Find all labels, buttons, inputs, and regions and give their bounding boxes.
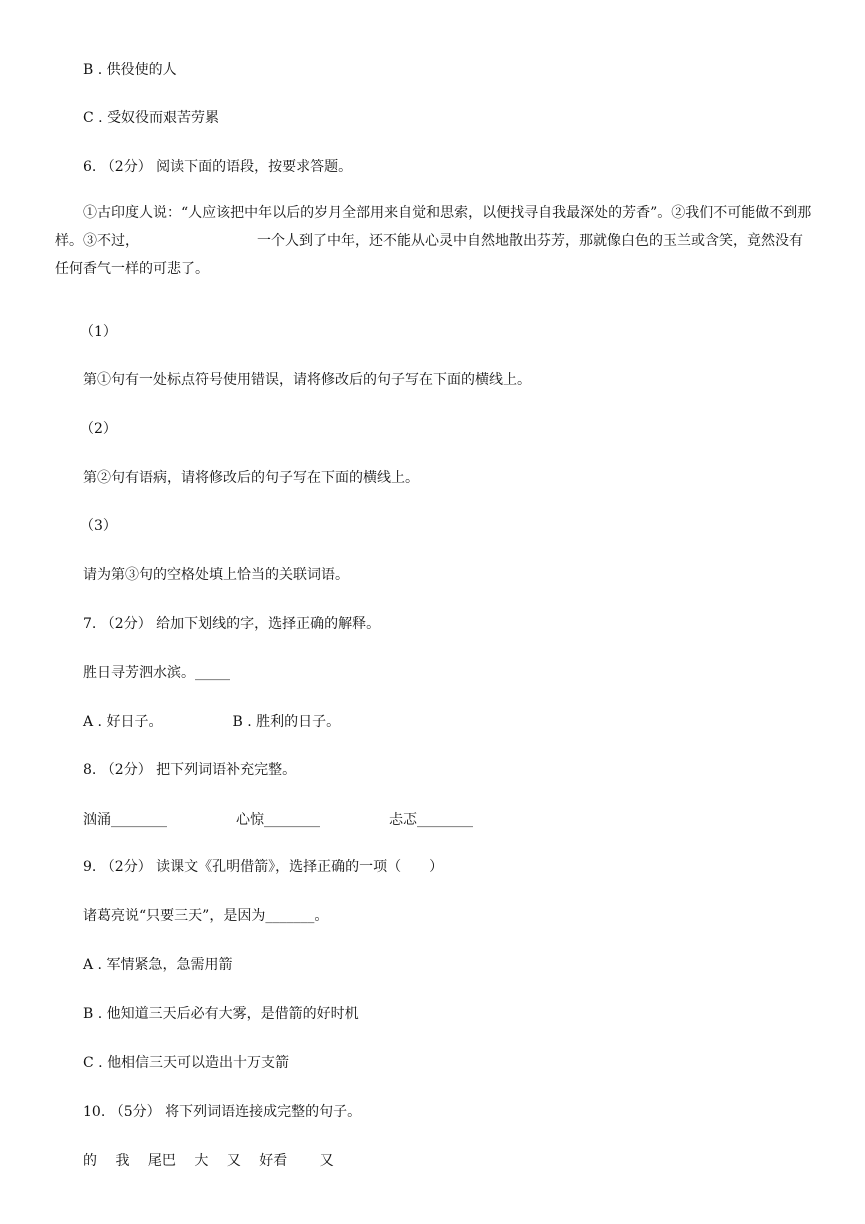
sub-question-1-text: 第①句有一处标点符号使用错误，请将修改后的句子写在下面的横线上。 [83,372,531,388]
question-9-heading: 9. （2分） 读课文《孔明借箭》，选择正确的一项（ ） [83,859,444,875]
word-item: 又 [319,1153,334,1169]
option-b-q9: B . 他知道三天后必有大雾，是借箭的好时机 [83,1006,359,1022]
word-item: 好看 [259,1153,288,1169]
option-c-q5: C . 受奴役而艰苦劳累 [83,110,220,126]
word-fill-2: 心惊________ [236,812,320,828]
question-9-text: 诸葛亮说“只要三天”，是因为_______。 [83,908,329,924]
sub-question-3-text: 请为第③句的空格处填上恰当的关联词语。 [83,567,349,583]
option-b-q5: B . 供役使的人 [83,62,177,78]
word-item: 又 [226,1153,241,1169]
word-item: 尾巴 [147,1153,176,1169]
question-8-heading: 8. （2分） 把下列词语补充完整。 [83,762,297,778]
question-10-words [83,1151,348,1171]
word-fill-1: 汹涌________ [83,812,167,828]
option-a-q7: A . 好日子。 [83,714,163,730]
question-7-text: 胜日寻芳泗水滨。_____ [83,665,230,681]
question-8-words [83,810,473,830]
word-item: 我 [115,1153,130,1169]
question-6-passage [55,199,815,283]
word-fill-3: 忐忑________ [389,812,473,828]
sub-question-2-number: （2） [80,421,117,437]
question-10-heading: 10. （5分） 将下列词语连接成完整的句子。 [83,1104,362,1120]
question-7-heading: 7. （2分） 给加下划线的字，选择正确的解释。 [83,616,381,632]
passage-part-1: ①古印度人说：“人应该把中年以后的岁月全部用来自觉和思索，以便找寻自我最深处的芳香”。②我们不可能做不到那样。③不过， [55,205,812,249]
sub-question-2-text: 第②句有语病，请将修改后的句子写在下面的横线上。 [83,470,419,486]
word-item: 大 [194,1153,209,1169]
option-b-q7: B . 胜利的日子。 [232,714,341,730]
question-6-heading: 6. （2分） 阅读下面的语段，按要求答题。 [83,159,353,175]
passage-part-2: 一个人到了中年，还不能从心灵中自然地散出芬芳，那就像白色的玉兰或含笑，竟然没有任何香气一样的可悲了。 [55,233,803,277]
option-a-q9: A . 军情紧急，急需用箭 [83,957,233,973]
sub-question-3-number: （3） [80,518,117,534]
word-item: 的 [83,1153,97,1169]
sub-question-1-number: （1） [80,324,117,340]
option-c-q9: C . 他相信三天可以造出十万支箭 [83,1055,290,1071]
question-7-options [83,712,340,732]
